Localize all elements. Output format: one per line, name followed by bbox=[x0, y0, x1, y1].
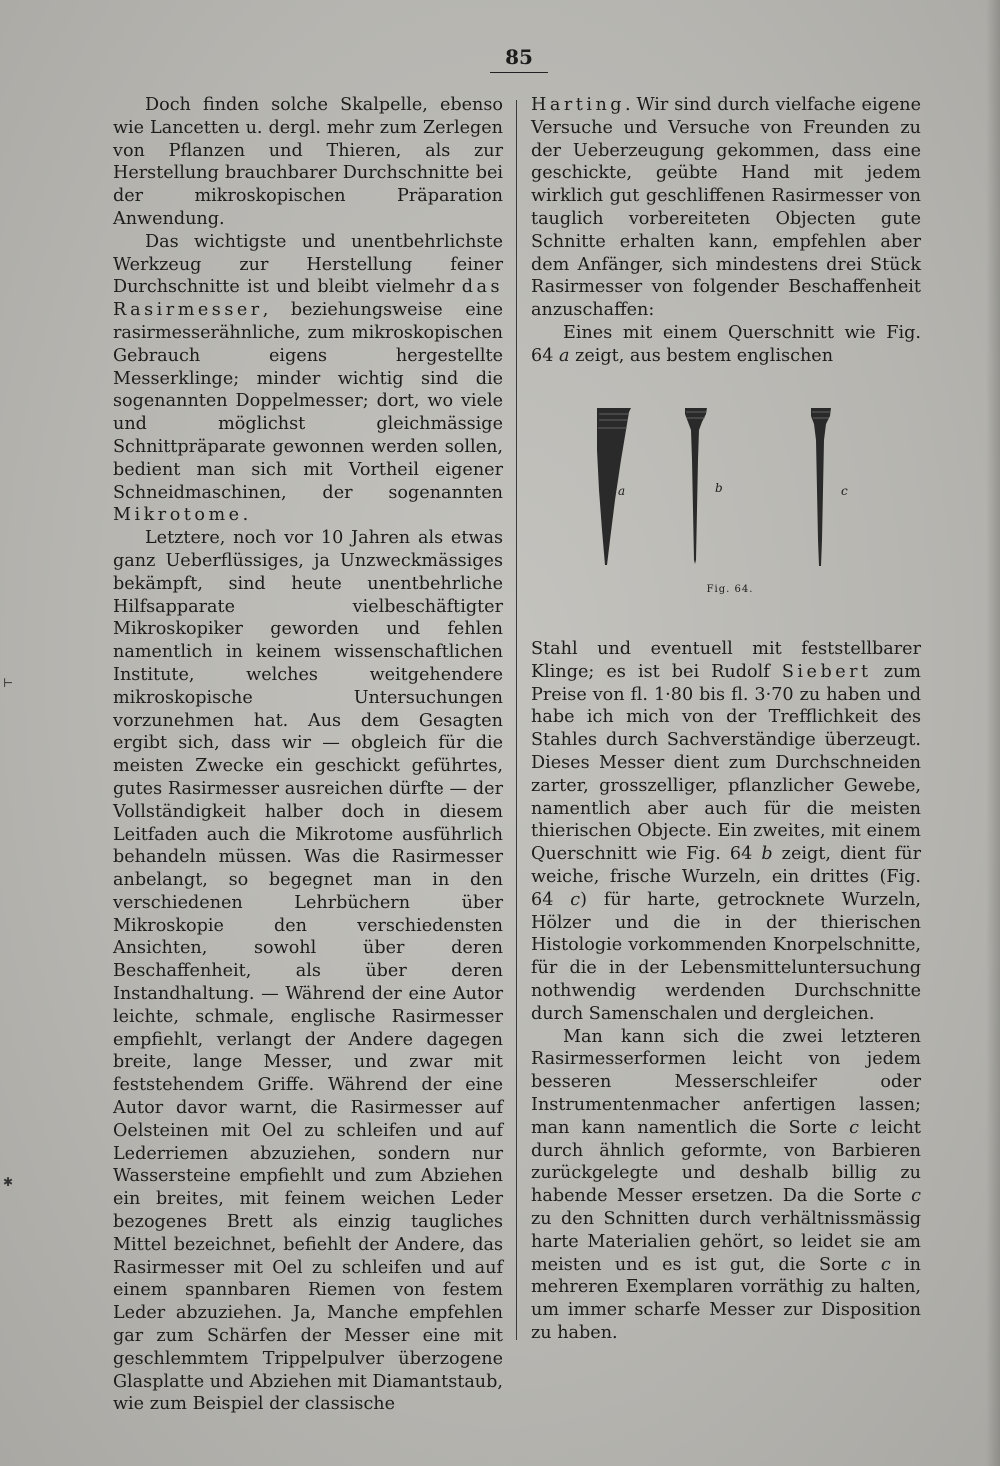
sorte-c-ref-1: c bbox=[849, 1117, 860, 1138]
figure-64 bbox=[585, 400, 875, 610]
right-column-bottom bbox=[531, 638, 921, 1345]
emphasis-mikrotome: Mikrotome bbox=[113, 505, 243, 526]
label-b: b bbox=[715, 481, 723, 495]
paragraph-scalpels: Doch finden solche Skalpelle, ebenso wie Lancetten u. dergl. mehr zum Zerlegen von Pflanzen und Thieren, als zur Herstellung brauchbarer Durchschnitte bei der mikroskopischen Präparation Anwendung. bbox=[113, 95, 503, 229]
paragraph-eines: Eines mit einem Querschnitt wie Fig. 64 a zeigt, aus bestem englischen bbox=[531, 322, 921, 366]
left-column bbox=[113, 94, 503, 1416]
right-column-top bbox=[531, 94, 921, 368]
paragraph-mikrotome: Letztere, noch vor 10 Jahren als etwas ganz Ueberflüssiges, ja Unzweckmässiges bekämpft, sind heute unentbehrliche Hilfsapparate vielbeschäftigter Mikroskopiker geworden und fehlen namentlich in keinem wissenschaftlichen Institute, welches weitgehendere mikroskopische Untersuchungen vorzunehmen hat. Aus dem Gesagten ergibt sich, dass wir — obgleich für die meisten Zwecke ein geschickt geführtes, gutes Rasirmesser ausreichen dürfte — der Vollständigkeit halber doch in diesem Leitfaden auch die Mikrotome ausführlich behandeln müssen. Was die Rasirmesser anbelangt, so begegnet man in den verschiedenen Lehrbüchern über Mikroskopie den verschiedensten Ansichten, sowohl über deren Beschaffenheit, als über deren Instandhaltung. — Während der eine Autor leichte, schmale, englische Rasirmesser empfiehlt, verlangt der Andere dagegen breite, lange Messer, und zwar mit feststehendem Griffe. Während der eine Autor davor warnt, die Rasirmesser auf Oelsteinen mit Oel zu schleifen und auf Lederriemen abzuziehen, sondern nur Wassersteine empfiehlt und zum Abziehen ein breites, mit feinem weichen Leder bezogenes Brett als einzig taugliches Mittel bezeichnet, befiehlt der Andere, das Rasirmesser mit Oel zu schleifen und auf einem spannbaren Riemen von festem Leder abzuziehen. Ja, Manche empfehlen gar zum Schärfen der Messer eine mit geschlemmtem Trippelpulver überzogene Glasplatte und Abziehen mit Diamantstaub, wie zum Beispiel der classische bbox=[113, 528, 503, 1415]
blade-cross-section-b bbox=[685, 408, 707, 564]
emphasis-rasirmesser: das Rasirmesser bbox=[113, 277, 503, 321]
emphasis-harting: Harting bbox=[531, 95, 626, 115]
blade-cross-section-c bbox=[811, 408, 831, 566]
razor-cross-sections bbox=[585, 400, 875, 580]
label-a: a bbox=[618, 484, 626, 498]
emphasis-siebert: Siebert bbox=[781, 661, 872, 682]
paragraph-razor: Das wichtigste und unentbehrlichste Werkzeug zur Herstellung feiner Durchschnitte ist und bleibt vielmehr das Rasirmesser, beziehungsweise eine rasirmesserähnliche, zum mikroskopischen Gebrauch eigens hergestellte Messerklinge; minder wichtig sind die sogenannten Doppelmesser; dort, wo viele und möglichst gleichmässige Schnittpräparate gewonnen werden sollen, bedient man sich mit Vortheil eigener Schneidmaschinen, der sogenannten Mikrotome. bbox=[113, 231, 503, 526]
sorte-c-ref-3: c bbox=[880, 1254, 891, 1275]
page-edge-shadow bbox=[986, 0, 1000, 1466]
blade-cross-section-a bbox=[597, 408, 631, 565]
page-number: 85 bbox=[490, 44, 548, 73]
figure-caption: Fig. 64. bbox=[706, 584, 754, 595]
margin-mark-bottom: ✱ bbox=[3, 1175, 14, 1189]
fig-ref-a: a bbox=[558, 345, 570, 366]
column-divider bbox=[516, 100, 517, 1340]
paragraph-messerschleifer: Man kann sich die zwei letzteren Rasirmesserformen leicht von jedem besseren Messerschleifer oder Instrumentenmacher anfertigen lassen; man kann namentlich die Sorte c leicht durch ähnlich geformte, von Barbieren zurückgelegte und deshalb billig zu habende Messer ersetzen. Da die Sorte c zu den Schnitten durch verhältnissmässig harte Materialien gehört, so leidet sie am meisten und es ist gut, die Sorte c in mehreren Exemplaren vorräthig zu halten, um immer scharfe Messer zur Disposition zu haben. bbox=[531, 1026, 922, 1343]
margin-mark-top: ⊢ bbox=[3, 676, 14, 690]
paragraph-harting: Harting. Wir sind durch vielfache eigene Versuche und Versuche von Freunden zu der Ueberzeugung gekommen, dass eine geschickte, geübte Hand mit jedem wirklich gut geschliffenen Rasirmesser von tauglich vorbereiteten Objecten gute Schnitte erhalten kann, empfehlen aber dem Anfänger, sich mindestens drei Stück Rasirmesser von folgender Beschaffenheit anzuschaffen: bbox=[531, 95, 921, 321]
fig-ref-c: c bbox=[570, 889, 581, 910]
sorte-c-ref-2: c bbox=[911, 1186, 921, 1207]
fig-ref-b: b bbox=[761, 844, 773, 865]
paragraph-stahl: Stahl und eventuell mit feststellbarer Klinge; es ist bei Rudolf Siebert zum Preise von fl. 1·80 bis fl. 3·70 zu haben und habe ich mich von der Trefflichkeit des Stahles durch Sachverständige überzeugt. Dieses Messer dient zum Durchschneiden zarter, grosszelliger, pflanzlicher Gewebe, namentlich aber auch für die meisten thierischen Objecte. Ein zweites, mit einem Querschnitt wie Fig. 64 b zeigt, dient für weiche, frische Wurzeln, ein drittes (Fig. 64 c) für harte, getrocknete Wurzeln, Hölzer und die in der thierischen Histologie vorkommenden Knorpelschnitte, für die in der Lebensmitteluntersuchung nothwendig werdenden Durchschnitte durch Samenschalen und dergleichen. bbox=[531, 639, 922, 1024]
label-c: c bbox=[841, 484, 848, 498]
